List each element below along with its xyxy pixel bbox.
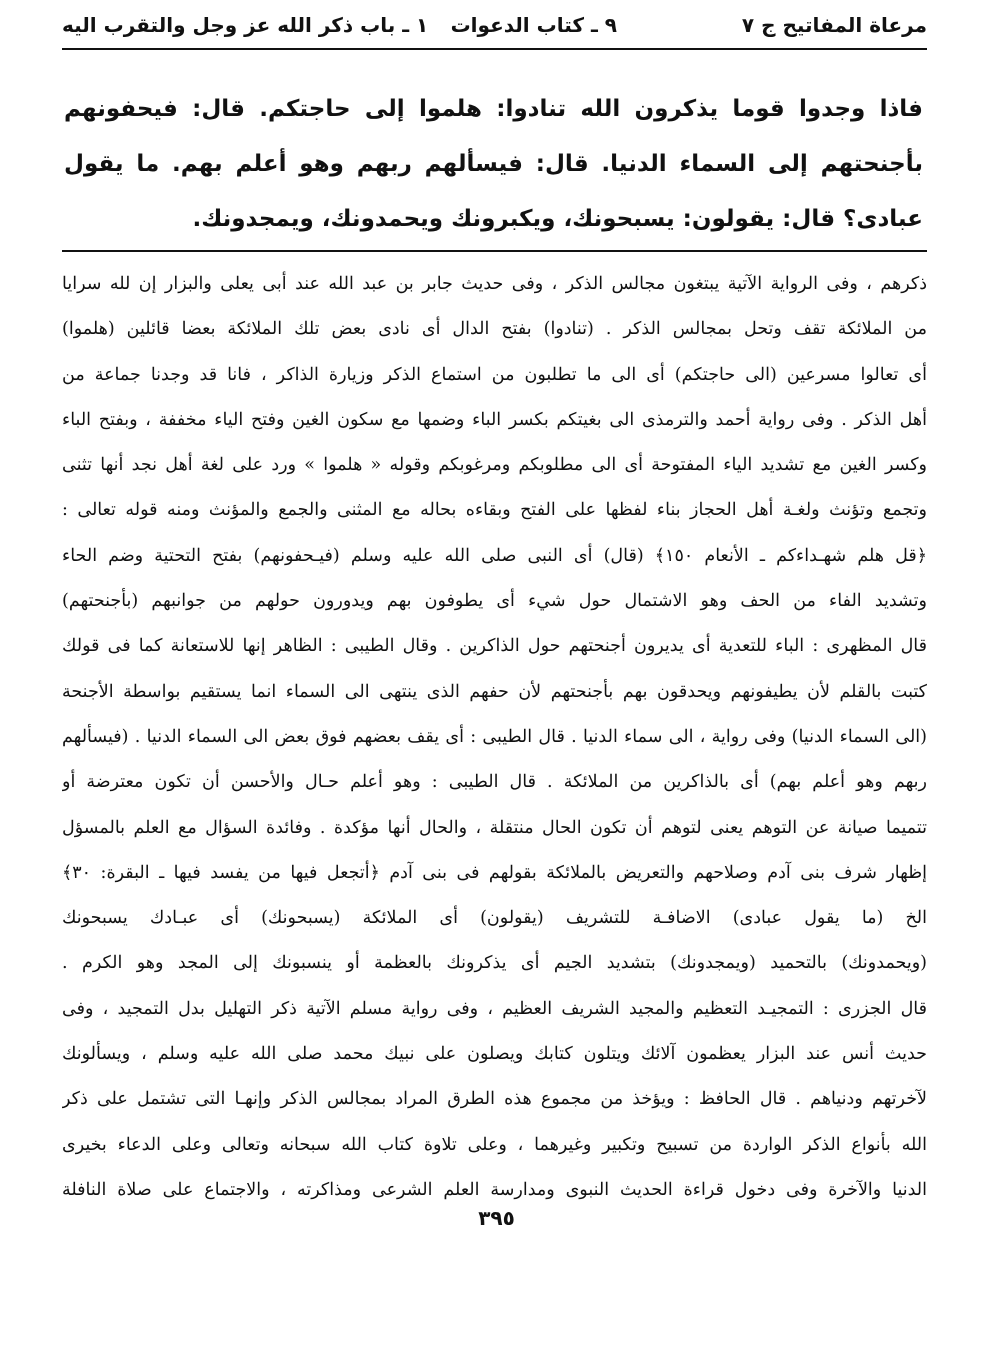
commentary-line: ربهم وهو أعلم بهم) أى بالذاكرين من الملائكة . قال الطيبى : وهو أعلم حـال والأحسن أن تكون معترضة أو (62, 772, 927, 793)
commentary-line: قال الجزرى : التمجيـد التعظيم والمجيد الشريف العظيم ، وفى رواية مسلم الآتية ذكر التهليل بدل التمجيد ، وفى (62, 998, 927, 1019)
commentary-line: أهل الذكر . وفى رواية أحمد والترمذى الى بغيتكم بكسر الباء وضمها مع سكون الغين وفتح الياء مخففة ، وبفتح الباء (62, 409, 927, 430)
header-book-title: مرعاة المفاتيح ج ٧ (741, 13, 927, 37)
commentary-line: الخ (ما يقول عبادى) الاضافـة للتشريف (يقولون) أى الملائكة (يسبحونك) أى عبـادك يسبحونك (62, 908, 927, 929)
commentary-line: كتبت بالقلم لأن يطيفونهم ويحدقون بهم بأجنحتهم لأن حفهم الذى ينتهى الى السماء انما يستقيم بواسطة الأجنحة (62, 681, 927, 702)
commentary-line: من الملائكة تقف وتحل بمجالس الذكر . (تنادوا) بفتح الدال أى نادى بعض تلك الملائكة بعضا قائلين (هلموا) (62, 319, 927, 340)
hadith-text: فاذا وجدوا قوما يذكرون الله تنادوا: هلموا إلى حاجتكم. قال: فيحفونهم بأجنحتهم إلى السماء الدنيا. قال: فيسألهم ربهم وهو أعلم بهم. ما يقول عبادى؟ قال: يقولون: يسبحونك، ويكبرونك ويحمدونك، ويمجدونك. (64, 96, 923, 232)
commentary-line: وتشديد الفاء من الحف وهو الاشتمال حول شيء أى يطوفون بهم ويدورون حولهم من جوانبهم (بأجنحتهم) (62, 591, 927, 612)
hadith-divider (62, 250, 927, 252)
commentary-line: أى تعالوا مسرعين (الى حاجتكم) أى الى ما تطلبون من استماع الذكر وزيارة الذاكر ، فانا قد وجدنا جماعة من (62, 364, 927, 385)
commentary-line: وتجمع وتؤنث ولغـة أهل الحجاز بناء لفظها على الفتح وبقاءه بحاله مع المثنى والجمع والمؤنث ومنه قوله تعالى : (62, 500, 927, 521)
header-section-title: ١ ـ باب ذكر الله عز وجل والتقرب اليه (62, 13, 429, 37)
commentary-line: وكسر الغين مع تشديد الياء المفتوحة أى الى مطلوبكم ومرغوبكم وقوله « هلموا » ورد على لغة أهل نجد أنها تثنى (62, 455, 927, 476)
commentary-line: الدنيا والآخرة وفى دخول قراءة الحديث النبوى ومدارسة العلم الشرعى ومذاكرته ، والاجتماع على صلاة النافلة (62, 1179, 927, 1200)
commentary-line: (ويحمدونك) بالتحميد (ويمجدونك) بتشديد الجيم أى يذكرونك بالعظمة أو ينسبونك إلى المجد وهو الكرم . (62, 953, 927, 974)
commentary (62, 262, 927, 1213)
commentary-line: الله بأنواع الذكر الواردة من تسبيح وتكبير وغيرهما ، وعلى تلاوة كتاب الله سبحانه وتعالى وعلى الدعاء بخيرى (62, 1134, 927, 1155)
commentary-line: ذكرهم ، وفى الرواية الآتية يبتغون مجالس الذكر ، وفى حديث جابر بن عبد الله عند أبى يعلى والبزار إن لله سرايا (62, 274, 927, 294)
header-chapter-title: ٩ ـ كتاب الدعوات (450, 13, 617, 37)
commentary-line: قال المظهرى : الباء للتعدية أى يديرون أجنحتهم حول الذاكرين . وقال الطيبى : الظاهر إنها للاستعانة كما فى قولك (62, 636, 927, 657)
commentary-line: إظهار شرف بنى آدم وصلاحهم والتعريض بالملائكة بقولهم فى بنى آدم ﴿أتجعل فيها من يفسد فيها ـ البقرة: ٣٠﴾ (62, 862, 927, 883)
running-header (62, 8, 927, 42)
commentary-line: (الى السماء الدنيا) وفى رواية ، الى سماء الدنيا . قال الطيبى : أى يقف بعضهم فوق بعض الى السماء الدنيا . (فيسألهم (62, 726, 927, 747)
header-divider (62, 48, 927, 50)
page-number: ٣٩٥ (478, 1206, 515, 1230)
commentary-line: ﴿قل هلم شهـداءكم ـ الأنعام ١٥٠﴾ (قال) أى النبى صلى الله عليه وسلم (فيـحفونهم) بفتح التحتية وضم الحاء (62, 545, 927, 566)
commentary-line: حديث أنس عند البزار يعظمون آلائك ويتلون كتابك ويصلون على نبيك محمد صلى الله عليه وسلم ، ويسألونك (62, 1044, 927, 1065)
commentary-line: لآخرتهم ودنياهم . قال الحافظ : ويؤخذ من مجموع هذه الطرق المراد بمجالس الذكر وإنهـا التى تشتمل على ذكر (62, 1089, 927, 1110)
commentary-line: تتميما صيانة عن التوهم يعنى لتوهم أن تكون الحال منتقلة ، والحال أنها مؤكدة . وفائدة السؤال مع العلم بالمسؤل (62, 817, 927, 838)
